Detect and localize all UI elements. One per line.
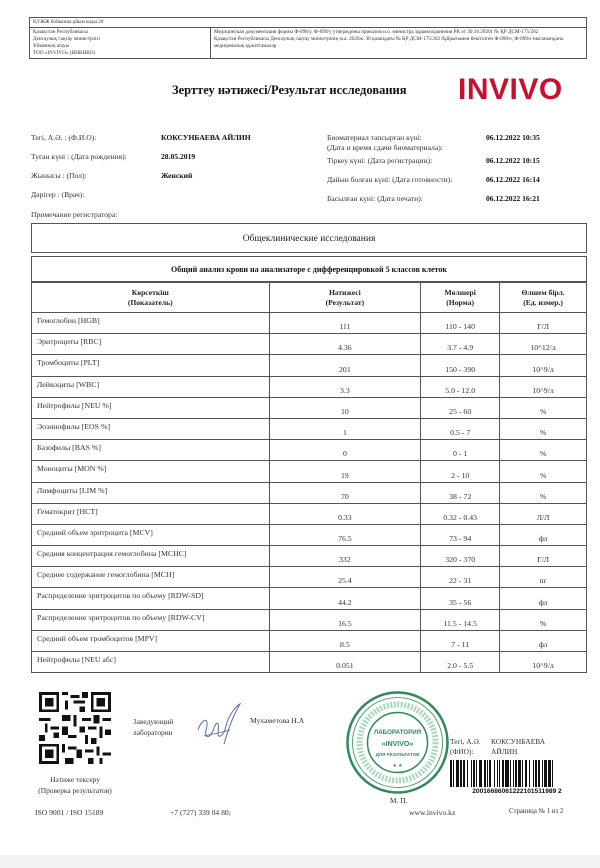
doctor-label: Дәрігер : (Врач): [31, 190, 85, 199]
table-row [32, 397, 587, 418]
table-row [32, 567, 587, 588]
result-cell: 0.33 [269, 503, 421, 524]
barcode-patient-name: КОКСУНБАЕВА АЙЛИН [491, 737, 546, 756]
registrar-note-label: Примечание регистратора: [31, 210, 118, 219]
table-row [32, 652, 587, 673]
result-cell: 332 [269, 546, 421, 567]
unit-cell: фл [500, 524, 587, 545]
sex-label: Жынысы : (Пол): [31, 171, 87, 180]
indicator-cell: Эозинофилы [EOS %] [32, 418, 270, 439]
stamp-line-3: ДЛЯ РЕЗУЛЬТАТОВ [375, 752, 420, 757]
biomaterial-label: Биоматериал тапсырған күні: [327, 133, 422, 142]
barcode-icon [450, 760, 584, 787]
results-body [32, 313, 587, 673]
indicator-cell: Средний объем эритроцита [MCV] [32, 524, 270, 545]
stamp-label: М. П. [390, 796, 408, 805]
table-row [32, 524, 587, 545]
unit-cell: % [500, 440, 587, 461]
unit-cell: % [500, 397, 587, 418]
result-cell: 201 [269, 355, 421, 376]
unit-cell: 10^12/л [500, 334, 587, 355]
qr-code-icon[interactable] [39, 692, 111, 764]
result-cell: 10 [269, 397, 421, 418]
indicator-cell: Моноциты [MON %] [32, 461, 270, 482]
sex-value: Женский [161, 171, 193, 180]
norm-cell: 110 - 140 [421, 313, 500, 334]
patient-name-value: КОКСУНБАЕВА АЙЛИН [161, 133, 251, 142]
form-left-line: Қазақстан Республикасы [33, 29, 88, 35]
section-title: Общеклинические исследования [31, 223, 587, 253]
indicator-cell: Гемоглобин [HGB] [32, 313, 270, 334]
biomaterial-label-ru: (Дата и время сдачи биоматериала): [327, 143, 443, 152]
table-row [32, 609, 587, 630]
patient-name-label: Тегі, А.Ә. : (Ф.И.О): [31, 133, 97, 142]
unit-cell: 10^9/л [500, 376, 587, 397]
dob-value: 28.05.2019 [161, 152, 196, 161]
indicator-cell: Средняя концентрация гемоглобина [MCHC] [32, 546, 270, 567]
form-left-line: Денсаулық сақтау министрлігі [33, 36, 101, 42]
header-unit: Өлшем бірл. (Ед. измер.) [500, 283, 587, 313]
head-of-lab-label: Заведующий лаборатории [133, 717, 174, 737]
norm-cell: 2.0 - 5.5 [421, 652, 500, 673]
page-title: Зерттеу нәтижесі/Результат исследования [172, 83, 407, 97]
indicator-cell: Нейтрофилы [NEU %] [32, 397, 270, 418]
results-table [31, 282, 587, 673]
result-cell: 16.5 [269, 609, 421, 630]
unit-cell: 10^9/л [500, 355, 587, 376]
norm-cell: 35 - 56 [421, 588, 500, 609]
norm-cell: 25 - 60 [421, 397, 500, 418]
stamp-line-2: «INVIVO» [381, 741, 414, 748]
analysis-title: Общий анализ крови на анализаторе с дифференцировкой 5 классов клеток [31, 256, 587, 282]
indicator-cell: Гематокрит [HCT] [32, 503, 270, 524]
result-cell: 4.36 [269, 334, 421, 355]
lab-stamp-icon [345, 690, 450, 795]
table-row [32, 482, 587, 503]
phone-number[interactable]: +7 (727) 339 04 80; [170, 808, 231, 817]
indicator-cell: Распределение эритроцитов по объему [RDW-CV] [32, 609, 270, 630]
norm-cell: 38 - 72 [421, 482, 500, 503]
norm-cell: 0 - 1 [421, 440, 500, 461]
barcode-number: 20016686061222101511989 2 [472, 788, 562, 795]
form-org-code: ҚҮЖЖ бойынша ұйым коды 20 [30, 18, 586, 28]
table-header-row [32, 283, 587, 313]
norm-cell: 150 - 390 [421, 355, 500, 376]
iso-certification: ISO 9001 / ISO 15189 [35, 808, 104, 817]
indicator-cell: Средний объем тромбоцитов [MPV] [32, 630, 270, 651]
header-indicator: Көрсеткіш (Показатель) [32, 283, 270, 313]
result-cell: 70 [269, 482, 421, 503]
table-row [32, 588, 587, 609]
signature-icon [190, 700, 245, 750]
unit-cell: % [500, 482, 587, 503]
unit-cell: % [500, 418, 587, 439]
table-row [32, 461, 587, 482]
indicator-cell: Эритроциты [RBC] [32, 334, 270, 355]
header-result: Нәтижесі (Результат) [269, 283, 421, 313]
table-row [32, 418, 587, 439]
norm-cell: 7 - 11 [421, 630, 500, 651]
result-cell: 25.4 [269, 567, 421, 588]
unit-cell: % [500, 609, 587, 630]
result-cell: 111 [269, 313, 421, 334]
norm-cell: 11.5 - 14.5 [421, 609, 500, 630]
unit-cell: % [500, 461, 587, 482]
norm-cell: 0.5 - 7 [421, 418, 500, 439]
unit-cell: фл [500, 588, 587, 609]
norm-cell: 2 - 10 [421, 461, 500, 482]
indicator-cell: Нейтрофилы [NEU абс] [32, 652, 270, 673]
qr-caption: Нәтиже тексеру (Проверка результатов) [38, 775, 112, 795]
form-left-line: ТОО «INVIVO» (ИНВИВО) [33, 50, 96, 56]
table-row [32, 355, 587, 376]
unit-cell: 10^9/л [500, 652, 587, 673]
biomaterial-value: 06.12.2022 10:35 [486, 133, 540, 142]
registration-label: Тіркеу күні: (Дата регистрации): [327, 156, 433, 165]
table-row [32, 503, 587, 524]
unit-cell: Г/Л [500, 313, 587, 334]
page-number: Страница № 1 из 2 [509, 808, 564, 815]
header-norm: Мөлшері (Норма) [421, 283, 500, 313]
website-link[interactable]: www.invivo.kz [409, 808, 456, 817]
ready-value: 06.12.2022 16:14 [486, 175, 540, 184]
form-header [29, 17, 587, 59]
table-row [32, 440, 587, 461]
norm-cell: 0.32 - 0.43 [421, 503, 500, 524]
result-cell: 0.051 [269, 652, 421, 673]
table-row [32, 376, 587, 397]
unit-cell: Л/Л [500, 503, 587, 524]
norm-cell: 320 - 370 [421, 546, 500, 567]
dob-label: Туған күні : (Дата рождения): [31, 152, 127, 161]
norm-cell: 5.0 - 12.0 [421, 376, 500, 397]
table-row [32, 313, 587, 334]
indicator-cell: Тромбоциты [PLT] [32, 355, 270, 376]
indicator-cell: Распределение эритроцитов по объему [RDW-SD] [32, 588, 270, 609]
result-cell: 19 [269, 461, 421, 482]
ready-label: Дайын болған күні: (Дата готовности): [327, 175, 453, 184]
print-value: 06.12.2022 16:21 [486, 194, 540, 203]
form-right-line: Қазақстан Республикасы Денсаулық сақтау министрінің м.а. 2020ж. 30 қазандағы № ҚР ДСМ-175/202 бұйрығымен бекітілген Ф-098/е, Ф-099/е нысанындағы медициналық құжаттамалар [214, 36, 564, 49]
result-cell: 1 [269, 418, 421, 439]
norm-cell: 22 - 31 [421, 567, 500, 588]
norm-cell: 3.7 - 4.9 [421, 334, 500, 355]
invivo-logo: INVIVO [458, 73, 563, 106]
indicator-cell: Среднее содержание гемоглобина [MCH] [32, 567, 270, 588]
result-cell: 0 [269, 440, 421, 461]
table-row [32, 546, 587, 567]
result-cell: 76.5 [269, 524, 421, 545]
indicator-cell: Лейкоциты [WBC] [32, 376, 270, 397]
form-left-line: Ұйымның атауы [33, 43, 70, 49]
result-cell: 8.5 [269, 630, 421, 651]
indicator-cell: Лимфоциты [LIM %] [32, 482, 270, 503]
svg-text:★ ★: ★ ★ [392, 764, 403, 769]
unit-cell: Г/Л [500, 546, 587, 567]
indicator-cell: Базофилы [BAS %] [32, 440, 270, 461]
registration-value: 06.12.2022 10:15 [486, 156, 540, 165]
unit-cell: пг [500, 567, 587, 588]
barcode-label: Тегі, А.Ә. (ФИО): [450, 737, 481, 756]
form-header-left [30, 28, 211, 58]
unit-cell: фл [500, 630, 587, 651]
table-row [32, 334, 587, 355]
result-cell: 3.3 [269, 376, 421, 397]
form-header-right [211, 28, 586, 58]
result-cell: 44.2 [269, 588, 421, 609]
norm-cell: 73 - 94 [421, 524, 500, 545]
bottom-bar [0, 855, 600, 868]
table-row [32, 630, 587, 651]
head-of-lab-name: Мухаметова Н.А [250, 716, 305, 725]
stamp-line-1: ЛАБОРАТОРИЯ [373, 729, 422, 736]
print-label: Басылған күні: (Дата печати): [327, 194, 423, 203]
form-right-line: Медицинская документация формы Ф-098/у, Ф-099/у утверждены приказом и.о. министра здравоохранения РК от 30.10.2020г № ҚР ДСМ-175/202 [214, 29, 539, 35]
